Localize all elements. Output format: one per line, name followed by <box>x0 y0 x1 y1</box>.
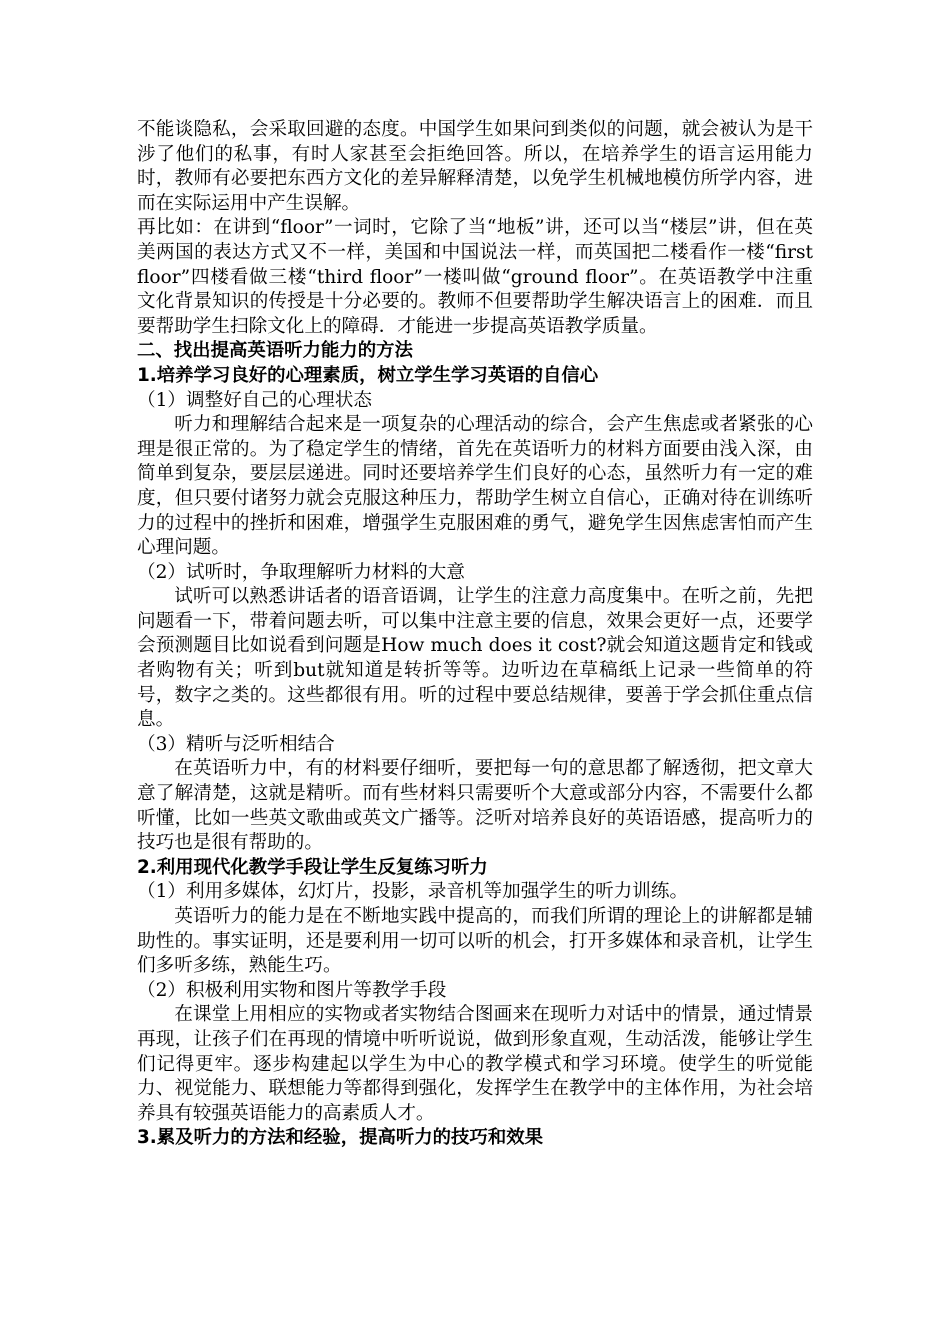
item-heading-1-2: （2）试听时，争取理解听力材料的大意 <box>137 561 465 583</box>
paragraph-psychology: 听力和理解结合起来是一项复杂的心理活动的综合，会产生焦虑或者紧张的心理是很正常的。为了稳定学生的情绪，首先在英语听力的材料方面要由浅入深，由简单到复杂，要层层递进。同时还要培养学生们良好的心态，虽然听力有一定的难度，但只要付诸努力就会克服这种压力，帮助学生树立自信心，正确对待在训练听力的过程中的挫折和困难，增强学生克服困难的勇气，避免学生因焦虑害怕而产生心理问题。 <box>137 414 813 559</box>
paragraph-floor-example: 再比如：在讲到“floor”一词时，它除了当“地板”讲，还可以当“楼层”讲，但在英美两国的表达方式又不一样，美国和中国说法一样，而英国把二楼看作一楼“first floor”四楼看做三楼“third floor”一楼叫做“ground floor”。在英语教学中注重文化背景知识的传授是十分必要的。教师不但要帮助学生解决语言上的困难．而且要帮助学生扫除文化上的障碍．才能进一步提高英语教学质量。 <box>137 217 813 337</box>
subsection-heading-2: 2.利用现代化教学手段让学生反复练习听力 <box>137 856 488 878</box>
subsection-heading-1: 1.培养学习良好的心理素质，树立学生学习英语的自信心 <box>137 364 599 386</box>
paragraph-privacy: 不能谈隐私，会采取回避的态度。中国学生如果问到类似的问题，就会被认为是干涉了他们的私事，有时人家甚至会拒绝回答。所以，在培养学生的语言运用能力时，教师有必要把东西方文化的差异解释清楚，以免学生机械地模仿所学内容，进而在实际运用中产生误解。 <box>137 119 813 214</box>
item-heading-1-3: （3）精听与泛听相结合 <box>137 733 335 755</box>
section-heading-2: 二、找出提高英语听力能力的方法 <box>137 340 413 362</box>
document-body <box>137 118 813 1151</box>
item-heading-2-1: （1）利用多媒体，幻灯片，投影，录音机等加强学生的听力训练。 <box>137 881 689 903</box>
paragraph-multimedia: 英语听力的能力是在不断地实践中提高的，而我们所谓的理论上的讲解都是辅助性的。事实证明，还是要利用一切可以听的机会，打开多媒体和录音机，让学生们多听多练，熟能生巧。 <box>137 906 813 977</box>
subsection-heading-3: 3.累及听力的方法和经验，提高听力的技巧和效果 <box>137 1127 543 1149</box>
paragraph-real-objects: 在课堂上用相应的实物或者实物结合图画来在现听力对话中的情景，通过情景再现，让孩子们在再现的情境中听听说说，做到形象直观，生动活泼，能够让学生们记得更牢。逐步构建起以学生为中心的教学模式和学习环境。使学生的听觉能力、视觉能力、联想能力等都得到强化，发挥学生在教学中的主体作用，为社会培养具有较强英语能力的高素质人才。 <box>137 1004 813 1124</box>
paragraph-intensive-extensive: 在英语听力中，有的材料要仔细听，要把每一句的意思都了解透彻，把文章大意了解清楚，这就是精听。而有些材料只需要听个大意或部分内容，不需要什么都听懂，比如一些英文歌曲或英文广播等。泛听对培养良好的英语语感，提高听力的技巧也是很有帮助的。 <box>137 758 813 854</box>
item-heading-2-2: （2）积极利用实物和图片等教学手段 <box>137 979 447 1001</box>
item-heading-1-1: （1）调整好自己的心理状态 <box>137 389 372 411</box>
paragraph-trial-listening: 试听可以熟悉讲话者的语音语调，让学生的注意力高度集中。在听之前，先把问题看一下，带着问题去听，可以集中注意主要的信息，效果会更好一点，还要学会预测题目比如说看到问题是How much does it cost?就会知道这题肯定和钱或者购物有关；听到but就知道是转折等等。边听边在草稿纸上记录一些简单的符号，数字之类的。这些都很有用。听的过程中要总结规律，要善于学会抓住重点信息。 <box>137 586 813 731</box>
